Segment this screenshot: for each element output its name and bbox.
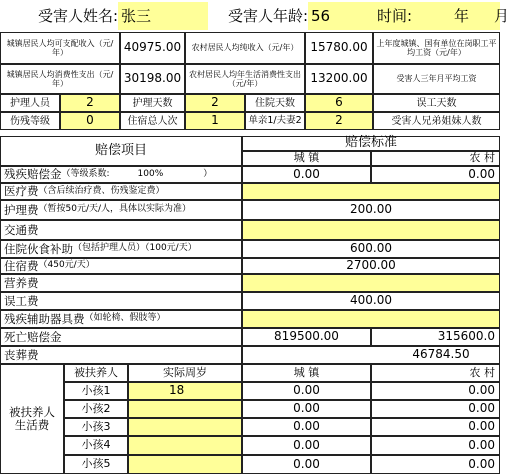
urban-income-label: 城镇居民人均可支配收入（元/年）	[0, 32, 120, 64]
dependent-child-1-rural: 0.00	[371, 382, 500, 400]
hospital-days-value[interactable]: 6	[305, 94, 373, 112]
dependent-child-2: 小孩2	[64, 400, 128, 418]
death-compensation-rural: 315600.0	[371, 328, 500, 346]
nurse-count-label: 护理人员	[0, 94, 60, 112]
lost-work-days-label: 误工天数	[373, 94, 500, 112]
disability-level-value[interactable]: 0	[60, 112, 120, 130]
dependent-child-4-urban: 0.00	[242, 436, 371, 455]
time-label: 时间:	[377, 6, 413, 25]
disability-rural-value: 0.00	[371, 166, 500, 183]
dependent-child-3-urban: 0.00	[242, 418, 371, 436]
nutrition-value[interactable]	[242, 274, 500, 292]
dependent-person-header: 被扶养人	[64, 364, 128, 382]
transport-value[interactable]	[242, 220, 500, 240]
meal-allowance-value: 600.00	[242, 240, 500, 258]
dependent-child-1-urban: 0.00	[242, 382, 371, 400]
dependent-child-4-age[interactable]	[128, 436, 242, 455]
dependent-child-3-rural: 0.00	[371, 418, 500, 436]
time-field[interactable]	[374, 2, 509, 30]
comp-row-funeral: 丧葬费	[0, 346, 242, 364]
victim-name-label: 受害人姓名:	[0, 0, 118, 32]
dependent-child-5-rural: 0.00	[371, 455, 500, 474]
comp-row-meal-allowance: 住院伙食补助 （包括护理人员）（100元/天）	[0, 240, 242, 258]
nurse-days-label: 护理天数	[120, 94, 185, 112]
comp-row-lodging: 住宿费 （450元/天）	[0, 258, 242, 274]
dependent-child-2-age[interactable]	[128, 400, 242, 418]
dependent-rural-header: 农 村	[371, 364, 500, 382]
standard-header: 赔偿标准	[242, 136, 500, 151]
dependent-child-5: 小孩5	[64, 455, 128, 474]
time-month: 月	[494, 6, 509, 25]
dependent-child-1: 小孩1	[64, 382, 128, 400]
urban-col-header: 城 镇	[242, 151, 371, 166]
dependent-child-1-age[interactable]: 18	[128, 382, 242, 400]
comp-row-disability: 残疾赔偿金 （等级系数: 100% ）	[0, 166, 242, 183]
dependent-child-5-age[interactable]	[128, 455, 242, 474]
nurse-count-value[interactable]: 2	[60, 94, 120, 112]
dependent-child-4: 小孩4	[64, 436, 128, 455]
nurse-days-value[interactable]: 2	[185, 94, 245, 112]
urban-income-value[interactable]: 40975.00	[120, 32, 185, 64]
victim-age-value[interactable]: 56	[308, 2, 374, 30]
urban-consume-label: 城镇居民人均消费性支出（元/年）	[0, 64, 120, 94]
dependent-child-3: 小孩3	[64, 418, 128, 436]
funeral-value: 46784.50	[242, 346, 500, 364]
victim-age-label: 受害人年龄:	[208, 0, 308, 32]
lodging-value: 2700.00	[242, 258, 500, 274]
disability-level-label: 伤残等级	[0, 112, 60, 130]
dependent-child-5-urban: 0.00	[242, 455, 371, 474]
rural-consume-value[interactable]: 13200.00	[305, 64, 373, 94]
nursing-value: 200.00	[242, 200, 500, 220]
time-year: 年	[454, 6, 470, 25]
dependents-group-label: 被扶养人生活费	[0, 364, 64, 474]
lodging-people-label: 住宿总人次	[120, 112, 185, 130]
rural-consume-label: 农村居民人均年生活消费性支出（元/年）	[185, 64, 305, 94]
urban-consume-value[interactable]: 30198.00	[120, 64, 185, 94]
hospital-days-label: 住院天数	[245, 94, 305, 112]
medical-value[interactable]	[242, 183, 500, 200]
dependent-child-3-age[interactable]	[128, 418, 242, 436]
lodging-people-value[interactable]: 1	[185, 112, 245, 130]
comp-row-death-compensation: 死亡赔偿金	[0, 328, 242, 346]
siblings-label: 受害人兄弟姐妹人数	[373, 112, 500, 130]
death-compensation-urban: 819500.00	[242, 328, 371, 346]
dependent-child-2-urban: 0.00	[242, 400, 371, 418]
lost-wages-value: 400.00	[242, 292, 500, 310]
comp-row-nursing: 护理费 （暂按50元/天/人，具体以实际为准）	[0, 200, 242, 220]
comp-row-medical: 医疗费 （含后续治疗费、伤残鉴定费）	[0, 183, 242, 200]
dependent-urban-header: 城 镇	[242, 364, 371, 382]
victim-wage-label: 受害人三年月平均工资	[373, 64, 500, 94]
victim-name-value[interactable]: 张三	[118, 2, 208, 30]
assistive-devices-value[interactable]	[242, 310, 500, 328]
rural-income-label: 农村居民人均纯收入（元/年）	[185, 32, 305, 64]
rural-col-header: 农 村	[371, 151, 500, 166]
single-spouse-label: 单亲1/夫妻2	[245, 112, 305, 130]
rural-income-value[interactable]: 15780.00	[305, 32, 373, 64]
item-header: 赔偿项目	[0, 136, 242, 166]
avg-wage-label: 上年度城镇、国有单位在岗职工平均工资（元/年）	[373, 32, 500, 64]
comp-row-nutrition: 营养费	[0, 274, 242, 292]
single-spouse-value[interactable]: 2	[305, 112, 373, 130]
dependent-child-2-rural: 0.00	[371, 400, 500, 418]
disability-urban-value: 0.00	[242, 166, 371, 183]
dependent-age-header: 实际周岁	[128, 364, 242, 382]
dependent-child-4-rural: 0.00	[371, 436, 500, 455]
comp-row-transport: 交通费	[0, 220, 242, 240]
comp-row-assistive-devices: 残疾辅助器具费 （如轮椅、假肢等）	[0, 310, 242, 328]
comp-row-lost-wages: 误工费	[0, 292, 242, 310]
